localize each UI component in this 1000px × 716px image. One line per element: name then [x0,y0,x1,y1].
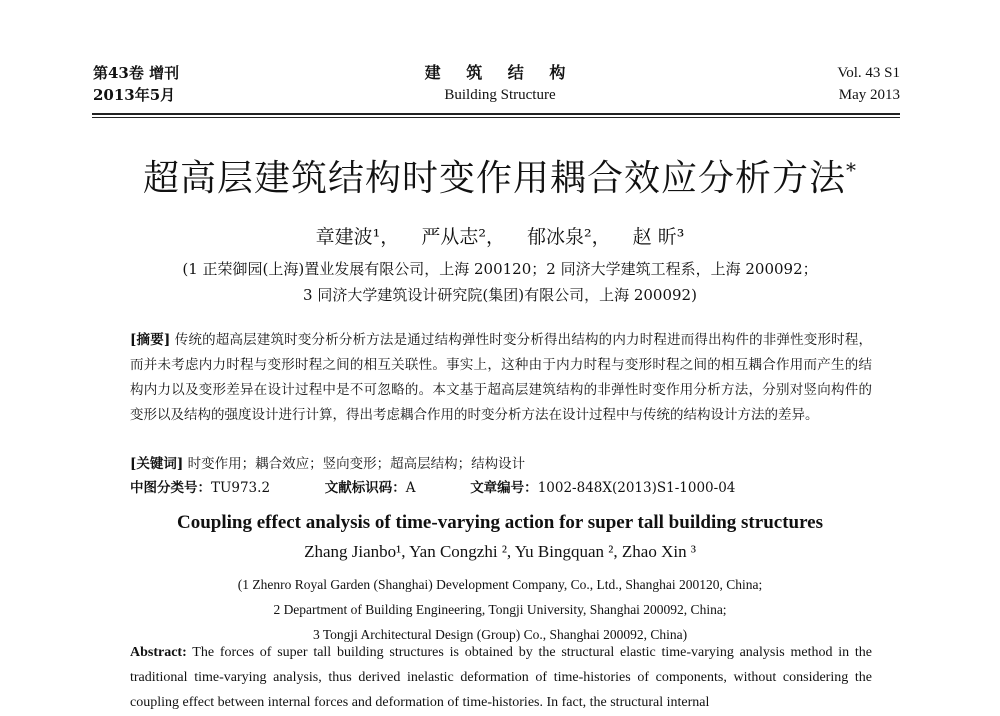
journal-name [400,62,600,106]
affiliation-en-line-2: 2 Department of Building Engineering, Tongji University, Shanghai 200092, China; [273,602,727,617]
keywords-label: [关键词] [130,456,184,472]
abstract-label-en: Abstract: [130,645,187,660]
author-list-en: Zhang Jianbo¹, Yan Congzhi ², Yu Bingquan ², Zhao Xin ³ [304,542,696,561]
date-line: 2013年5月 [93,86,176,104]
abstract-text-cn: 传统的超高层建筑时变分析分析方法是通过结构弹性时变分析得出结构的内力时程进而得出构件的非弹性变形时程，而并未考虑内力时程与变形时程之间的相互关联性。事实上，这种由于内力时程与变形时程之间的相互耦合作用而产生的结构内力以及变形差异在设计过程中是不可忽略的。本文基于超高层建筑结构的非弹性时变作用分析方法，分别对竖向构件的变形以及结构的强度设计进行计算，得出考虑耦合作用的时变分析方法在设计过程中与传统的结构设计方法的差异。 [130,332,873,423]
doc-code-value: A [405,480,416,496]
affiliations-en [0,572,1000,647]
header-rule-thick [92,113,900,115]
doc-code-label: 文献标识码： [324,480,406,496]
author-4: 赵 昕³ [632,226,685,248]
abstract-en [130,640,872,715]
classification-line [130,477,872,499]
journal-name-en: Building Structure [444,87,556,103]
volume-line: 第43卷 增刊 [93,64,180,82]
affiliation-line-1: (1 正荣御园(上海)置业发展有限公司，上海 200120；2 同济大学建筑工程系，上海 200092； [182,260,818,278]
affiliation-en-line-3: 3 Tongji Architectural Design (Group) Co., Shanghai 200092, China) [312,627,688,642]
clc-value: TU973.2 [211,480,271,496]
author-1: 章建波¹， [315,226,400,248]
keywords-text: 时变作用；耦合效应；竖向变形；超高层结构；结构设计 [183,456,526,472]
author-3: 郁冰泉²， [527,226,611,248]
volume-line-en: Vol. 43 S1 [837,65,900,81]
affiliations-cn [0,256,1000,308]
abstract-text-en: The forces of super tall building structures is obtained by the structural elastic time-varying analysis method in the traditional time-varying analysis, thus derived inelastic deformation of time-histories of components, without considering the coupling effect between internal forces and deformation of time-histories. In fact, the structural internal [130,645,872,710]
affiliation-line-2: 3 同济大学建筑设计研究院(集团)有限公司，上海 200092) [303,286,697,304]
author-2: 严从志²， [421,226,505,248]
abstract-cn [130,328,872,428]
journal-issue-en [837,62,900,106]
paper-title-en: Coupling effect analysis of time-varying action for super tall building structures [177,512,823,533]
date-line-en: May 2013 [838,87,900,103]
keywords-cn [130,453,872,475]
article-no-value: 1002-848X(2013)S1-1000-04 [537,480,736,496]
clc-label: 中图分类号： [130,480,211,496]
title-text: 超高层建筑结构时变作用耦合效应分析方法 [142,158,846,199]
paper-title-cn [0,150,1000,201]
header-rule-thin [92,117,900,118]
author-list-cn [0,222,1000,249]
title-footnote-mark: * [846,158,857,182]
journal-name-cn: 建 筑 结 构 [424,63,576,82]
article-no-label: 文章编号： [470,480,538,496]
abstract-label-cn: [摘要] [130,332,171,348]
affiliation-en-line-1: (1 Zhenro Royal Garden (Shanghai) Development Company, Co., Ltd., Shanghai 200120, China; [237,577,763,592]
journal-issue [93,62,179,106]
